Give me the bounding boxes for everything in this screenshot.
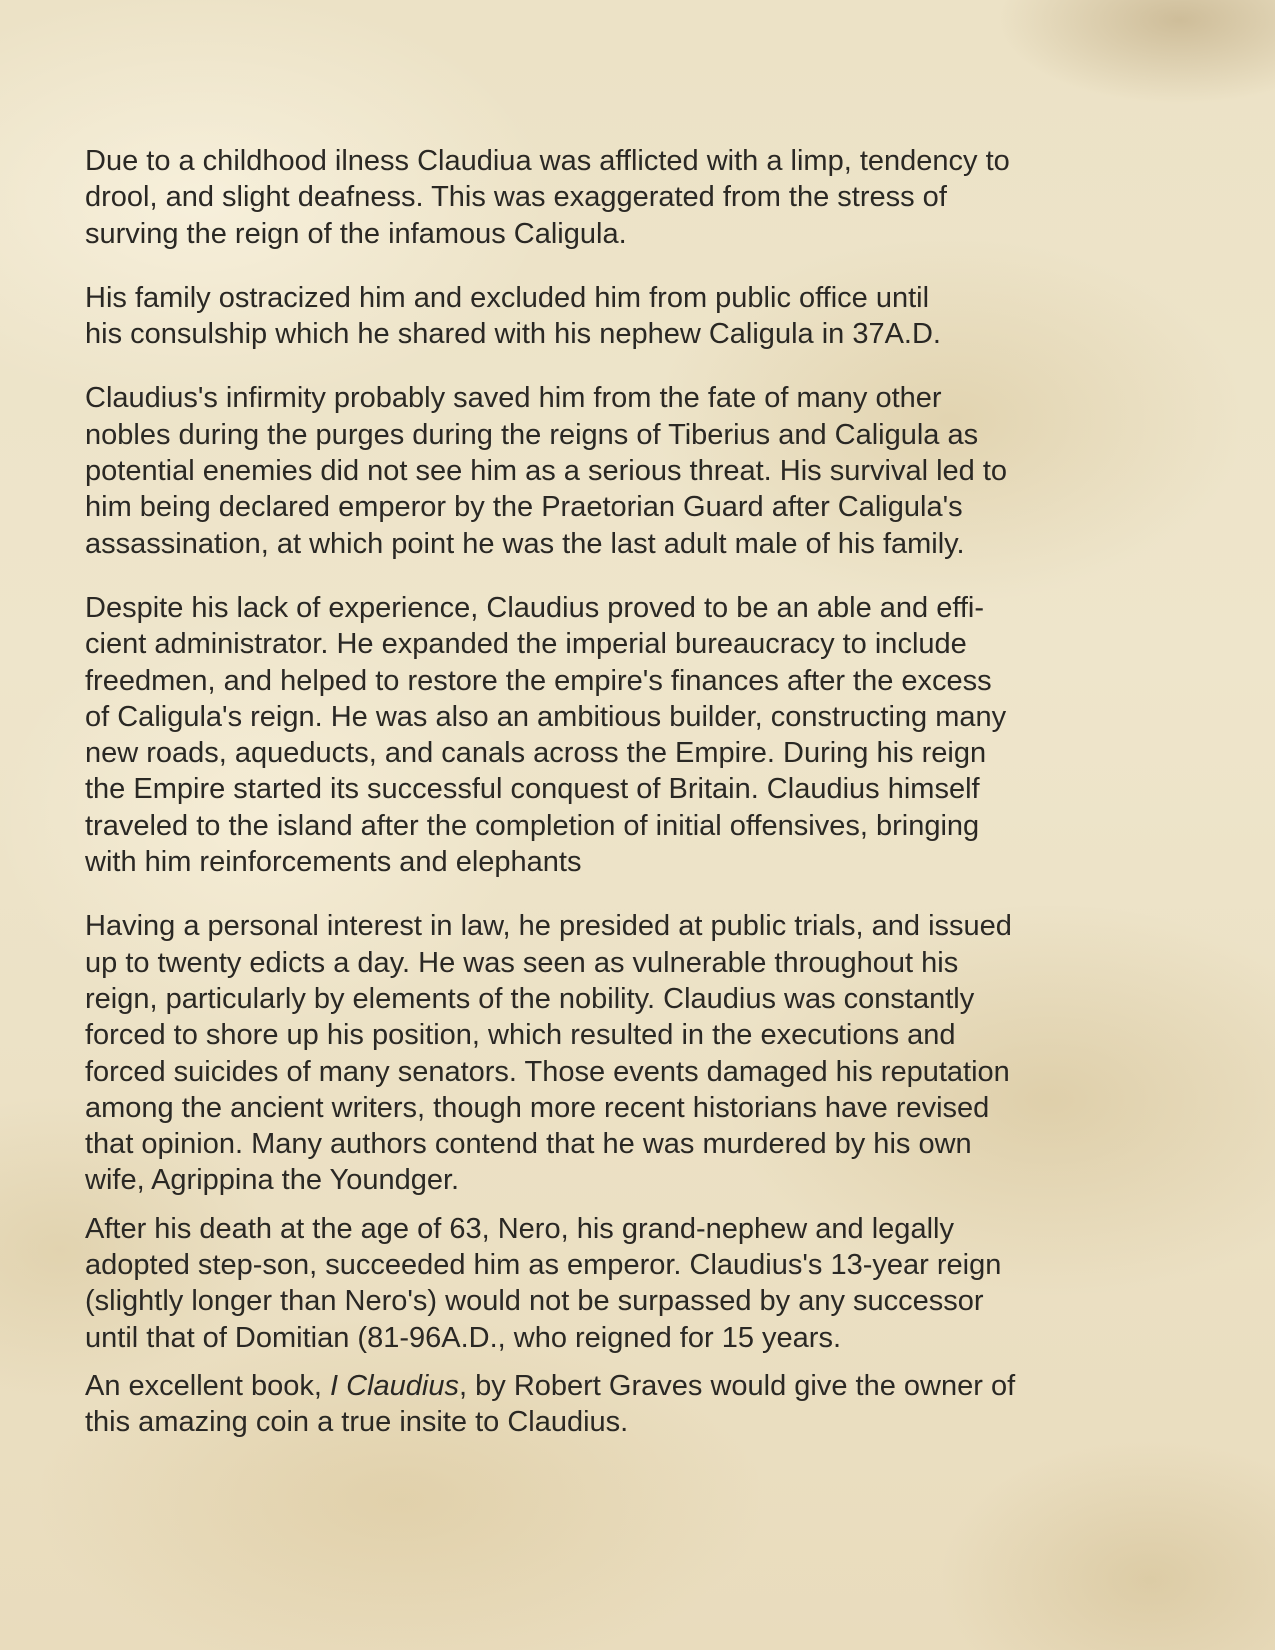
paragraph-succession: After his death at the age of 63, Nero, his grand-nephew and legally adopted step-son, succeeded him as emperor. Claudius's 13-year reign (slightly longer than Nero's) would not be surpassed by any successor until that of Domitian (81-96A.D., who reigned for 15 years.: [85, 1212, 1002, 1354]
paragraph-childhood: Due to a childhood ilness Claudiua was afflicted with a limp, tendency to drool, and slight deafness. This was exaggerated from the stress of surving the reign of the infamous Caligula.: [85, 145, 1010, 250]
book-title: I Claudius: [330, 1369, 460, 1402]
paragraph-book-recommendation: [85, 1368, 1195, 1441]
paragraph-law: Having a personal interest in law, he presided at public trials, and issued up to twenty edicts a day. He was seen as vulnerable throughout his reign, particularly by elements of the nobility. Claudius was constantly forced to shore up his position, which resulted in the executions and forced suicides of many senators. Those events damaged his reputation among the ancient writers, though more recent historians have revised that opinion. Many authors contend that he was murdered by his own wife, Agrippina the Youndger.: [85, 910, 1012, 1197]
paragraph-administration: Despite his lack of experience, Claudius proved to be an able and effi- cient administrator. He expanded the imperial bureaucracy to include freedmen, and helped to restore the empire's finances after the excess of Caligula's reign. He was also an ambitious builder, constructing many new roads, aqueducts, and canals across the Empire. During his reign the Empire started its successful conquest of Britain. Claudius himself traveled to the island after the completion of initial offensives, bringing with him reinforcements and elephants: [85, 591, 1007, 879]
paragraph-infirmity: Claudius's infirmity probably saved him from the fate of many other nobles during the purges during the reigns of Tiberius and Caligula as potential enemies did not see him as a serious threat. His survival led to him being declared emperor by the Praetorian Guard after Caligula's assassination, at which point he was the last adult male of his family.: [85, 382, 1008, 560]
document-body: [85, 143, 1195, 1441]
paragraph-family: His family ostracized him and excluded him from public office until his consulship which he shared with his nephew Caligula in 37A.D.: [85, 281, 941, 351]
closing-text-after: , by Robert Graves would give the owner of this amazing coin a true insite to Claudius.: [85, 1369, 1016, 1439]
closing-text-before: An excellent book,: [85, 1369, 331, 1402]
